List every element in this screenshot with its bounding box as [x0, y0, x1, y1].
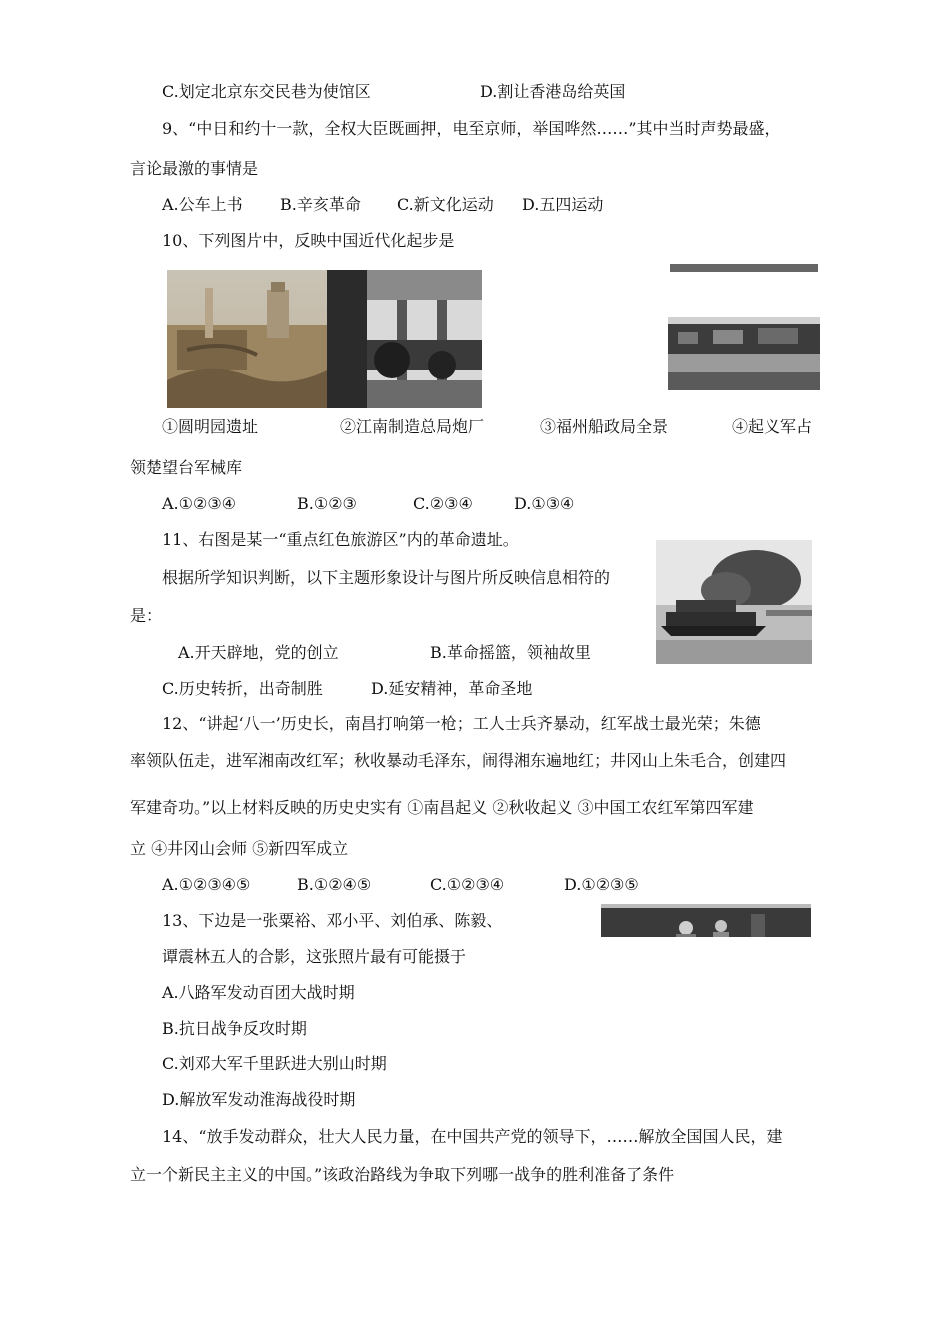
q10-caption-4: ④起义军占: [732, 417, 813, 436]
q9-stem-line2: 言论最激的事情是: [130, 159, 259, 178]
q11-stem-line3: 是：: [130, 606, 163, 625]
q12-option-a: A.①②③④⑤: [162, 875, 251, 894]
q10-caption-1: ①圆明园遗址: [162, 417, 259, 436]
q13-option-a: A.八路军发动百团大战时期: [162, 983, 355, 1002]
q12-option-c: C.①②③④: [430, 875, 505, 894]
q10-option-b: B.①②③: [297, 494, 357, 513]
photo-fuzhou-shipyard: [668, 262, 820, 390]
photo-jiangnan-arsenal: [327, 270, 482, 408]
q11-option-d: D.延安精神，革命圣地: [371, 679, 533, 698]
q13-option-d: D.解放军发动淮海战役时期: [162, 1090, 356, 1109]
q11-stem-line1: 11、右图是某一“重点红色旅游区”内的革命遗址。: [162, 530, 519, 549]
q9-option-c: C.新文化运动: [397, 195, 494, 214]
q10-option-c: C.②③④: [413, 494, 473, 513]
q13-stem-line2: 谭震林五人的合影，这张照片最有可能摄于: [162, 947, 467, 966]
q10-caption-2: ②江南制造总局炮厂: [340, 417, 485, 436]
q13-stem-line1: 13、下边是一张粟裕、邓小平、刘伯承、陈毅、: [162, 911, 503, 930]
q10-caption-3: ③福州船政局全景: [540, 417, 669, 436]
q11-stem-line2: 根据所学知识判断，以下主题形象设计与图片所反映信息相符的: [162, 568, 611, 587]
q8-option-d: D.割让香港岛给英国: [480, 82, 626, 101]
q10-caption-4-cont: 领楚望台军械库: [130, 458, 243, 477]
q14-stem-line1: 14、“放手发动群众，壮大人民力量，在中国共产党的领导下，……解放全国国人民，建: [162, 1127, 783, 1146]
q12-option-b: B.①②④⑤: [297, 875, 372, 894]
photo-yuanmingyuan-ruins: [167, 270, 327, 408]
q10-option-a: A.①②③④: [162, 494, 237, 513]
q11-option-b: B.革命摇篮，领袖故里: [430, 643, 591, 662]
q9-option-b: B.辛亥革命: [280, 195, 361, 214]
q14-stem-line2: 立一个新民主主义的中国。”该政治路线为争取下列哪一战争的胜利准备了条件: [130, 1165, 675, 1184]
q13-option-b: B.抗日战争反攻时期: [162, 1019, 307, 1038]
q10-stem: 10、下列图片中，反映中国近代化起步是: [162, 231, 455, 250]
q12-stem-line3: 军建奇功。”以上材料反映的历史史实有 ①南昌起义 ②秋收起义 ③中国工农红军第四军建: [130, 798, 754, 817]
q12-stem-line2: 率领队伍走，进军湘南改红军；秋收暴动毛泽东，闹得湘东遍地红；井冈山上朱毛合，创建四: [130, 751, 787, 770]
photo-five-generals: [601, 904, 811, 937]
q9-stem-line1: 9、“中日和约十一款，全权大臣既画押，电至京师，举国哗然……”其中当时声势最盛，: [162, 119, 781, 138]
q11-option-a: A.开天辟地，党的创立: [178, 643, 339, 662]
q13-option-c: C.刘邓大军千里跃进大别山时期: [162, 1054, 387, 1073]
q12-stem-line4: 立 ④井冈山会师 ⑤新四军成立: [130, 839, 349, 858]
q9-option-a: A.公车上书: [162, 195, 243, 214]
q12-option-d: D.①②③⑤: [564, 875, 639, 894]
photo-red-boat-site: [656, 540, 812, 664]
q12-stem-line1: 12、“讲起‘八一’历史长，南昌打响第一枪；工人士兵齐暴动，红军战士最光荣；朱德: [162, 714, 761, 733]
q8-option-c: C.划定北京东交民巷为使馆区: [162, 82, 371, 101]
q10-option-d: D.①③④: [514, 494, 575, 513]
q11-option-c: C.历史转折，出奇制胜: [162, 679, 323, 698]
q9-option-d: D.五四运动: [522, 195, 604, 214]
